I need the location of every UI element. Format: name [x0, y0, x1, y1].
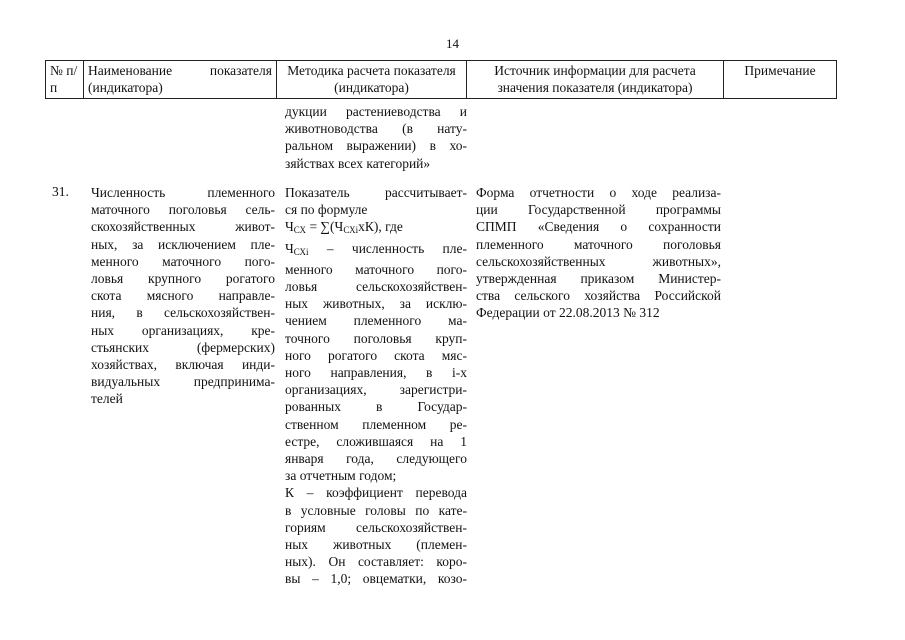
table-header [45, 60, 837, 99]
text-line: телей [91, 391, 123, 407]
text-line: менного маточного пого- [285, 261, 467, 277]
header-row [46, 61, 837, 99]
information-source [476, 184, 721, 322]
calculation-method [285, 184, 467, 588]
text-line: в условные головы по кате- [285, 502, 467, 518]
text-line: Показатель рассчитывает- [285, 185, 467, 200]
text-line: сельскохозяйственных животных», [476, 253, 721, 269]
text-line: маточного поголовья сель- [91, 202, 275, 218]
formula-text: – численность пле- [308, 240, 467, 256]
formula-subscript: СХ [293, 225, 307, 236]
text-line: за отчетным годом; [285, 468, 397, 484]
text-line: зяйствах всех категорий» [285, 155, 431, 171]
text-line: Численность племенного [91, 185, 275, 200]
text-line: стьянских (фермерских) [91, 339, 275, 355]
text-line: ных животных (племен- [285, 537, 467, 553]
text-line: животноводства (в нату- [285, 121, 467, 137]
header-num: № п/п [46, 61, 84, 99]
text-line: Форма отчетности о ходе реализа- [476, 185, 721, 200]
text-line: хозяйствах, включая инди- [91, 357, 275, 373]
text-line: точного поголовья круп- [285, 330, 467, 346]
text-line: чением племенного ма- [285, 313, 467, 329]
text-line: ного направления, в i-х [285, 365, 467, 381]
text-line: ции Государственной программы [476, 202, 721, 218]
text-line: ных животных, за исклю- [285, 296, 467, 312]
indicator-name [91, 184, 275, 408]
text-line: вы – 1,0; овцематки, козо- [285, 571, 467, 587]
text-line: скота мясного направле- [91, 288, 275, 304]
page-number: 14 [446, 36, 459, 51]
row-number: 31. [52, 184, 69, 199]
scan-speck [891, 64, 903, 74]
header-source: Источник информации для расчета значения показателя (индикатора) [467, 61, 724, 99]
text-line: гориям сельскохозяйствен- [285, 519, 467, 535]
formula-line [285, 218, 467, 239]
formula-symbol: Ч [285, 240, 294, 256]
formula-text: хК), где [358, 219, 403, 235]
header-name: Наименование показателя (индикатора) [84, 61, 277, 99]
text-line: племенного маточного поголовья [476, 236, 721, 252]
text-line: Федерации от 22.08.2013 № 312 [476, 305, 660, 321]
text-line: ственном племенном ре- [285, 416, 467, 432]
text-line: видуальных предпринима- [91, 374, 275, 390]
text-line: ства сельского хозяйства Российской [476, 288, 721, 304]
text-line: ся по формуле [285, 202, 368, 218]
carry-over-method [285, 103, 467, 172]
text-line: СПМП «Сведения о сохранности [476, 219, 721, 235]
definition-line [285, 240, 467, 261]
text-line: К – коэффициент перевода [285, 485, 467, 501]
formula-text: = ∑(Ч [306, 219, 344, 235]
text-line: ных организациях, кре- [91, 322, 275, 338]
text-line: утвержденная приказом Министер- [476, 271, 721, 287]
text-line: менного маточного пого- [91, 253, 275, 269]
formula-subscript: СХi [293, 246, 309, 257]
text-line: ных, за исключением пле- [91, 236, 275, 252]
text-line: рованных в Государ- [285, 399, 467, 415]
text-line: января года, следующего [285, 451, 467, 467]
header-method: Методика расчета показателя (индикатора) [277, 61, 467, 99]
text-line: ловья крупного рогатого [91, 271, 275, 287]
formula-symbol: Ч [285, 219, 294, 235]
text-line: ральном выражении) в хо- [285, 138, 467, 154]
formula-subscript: СХi [343, 225, 359, 236]
text-line: организациях, зарегистри- [285, 382, 467, 398]
header-note: Примечание [724, 61, 837, 99]
text-line: ния, в сельскохозяйствен- [91, 305, 275, 321]
text-line: естре, сложившаяся на 1 [285, 433, 467, 449]
text-line: ного рогатого скота мяс- [285, 347, 467, 363]
text-line: дукции растениеводства и [285, 104, 467, 119]
text-line: ловья сельскохозяйствен- [285, 279, 467, 295]
text-line: ных). Он составляет: коро- [285, 554, 467, 570]
text-line: скохозяйственных живот- [91, 219, 275, 235]
